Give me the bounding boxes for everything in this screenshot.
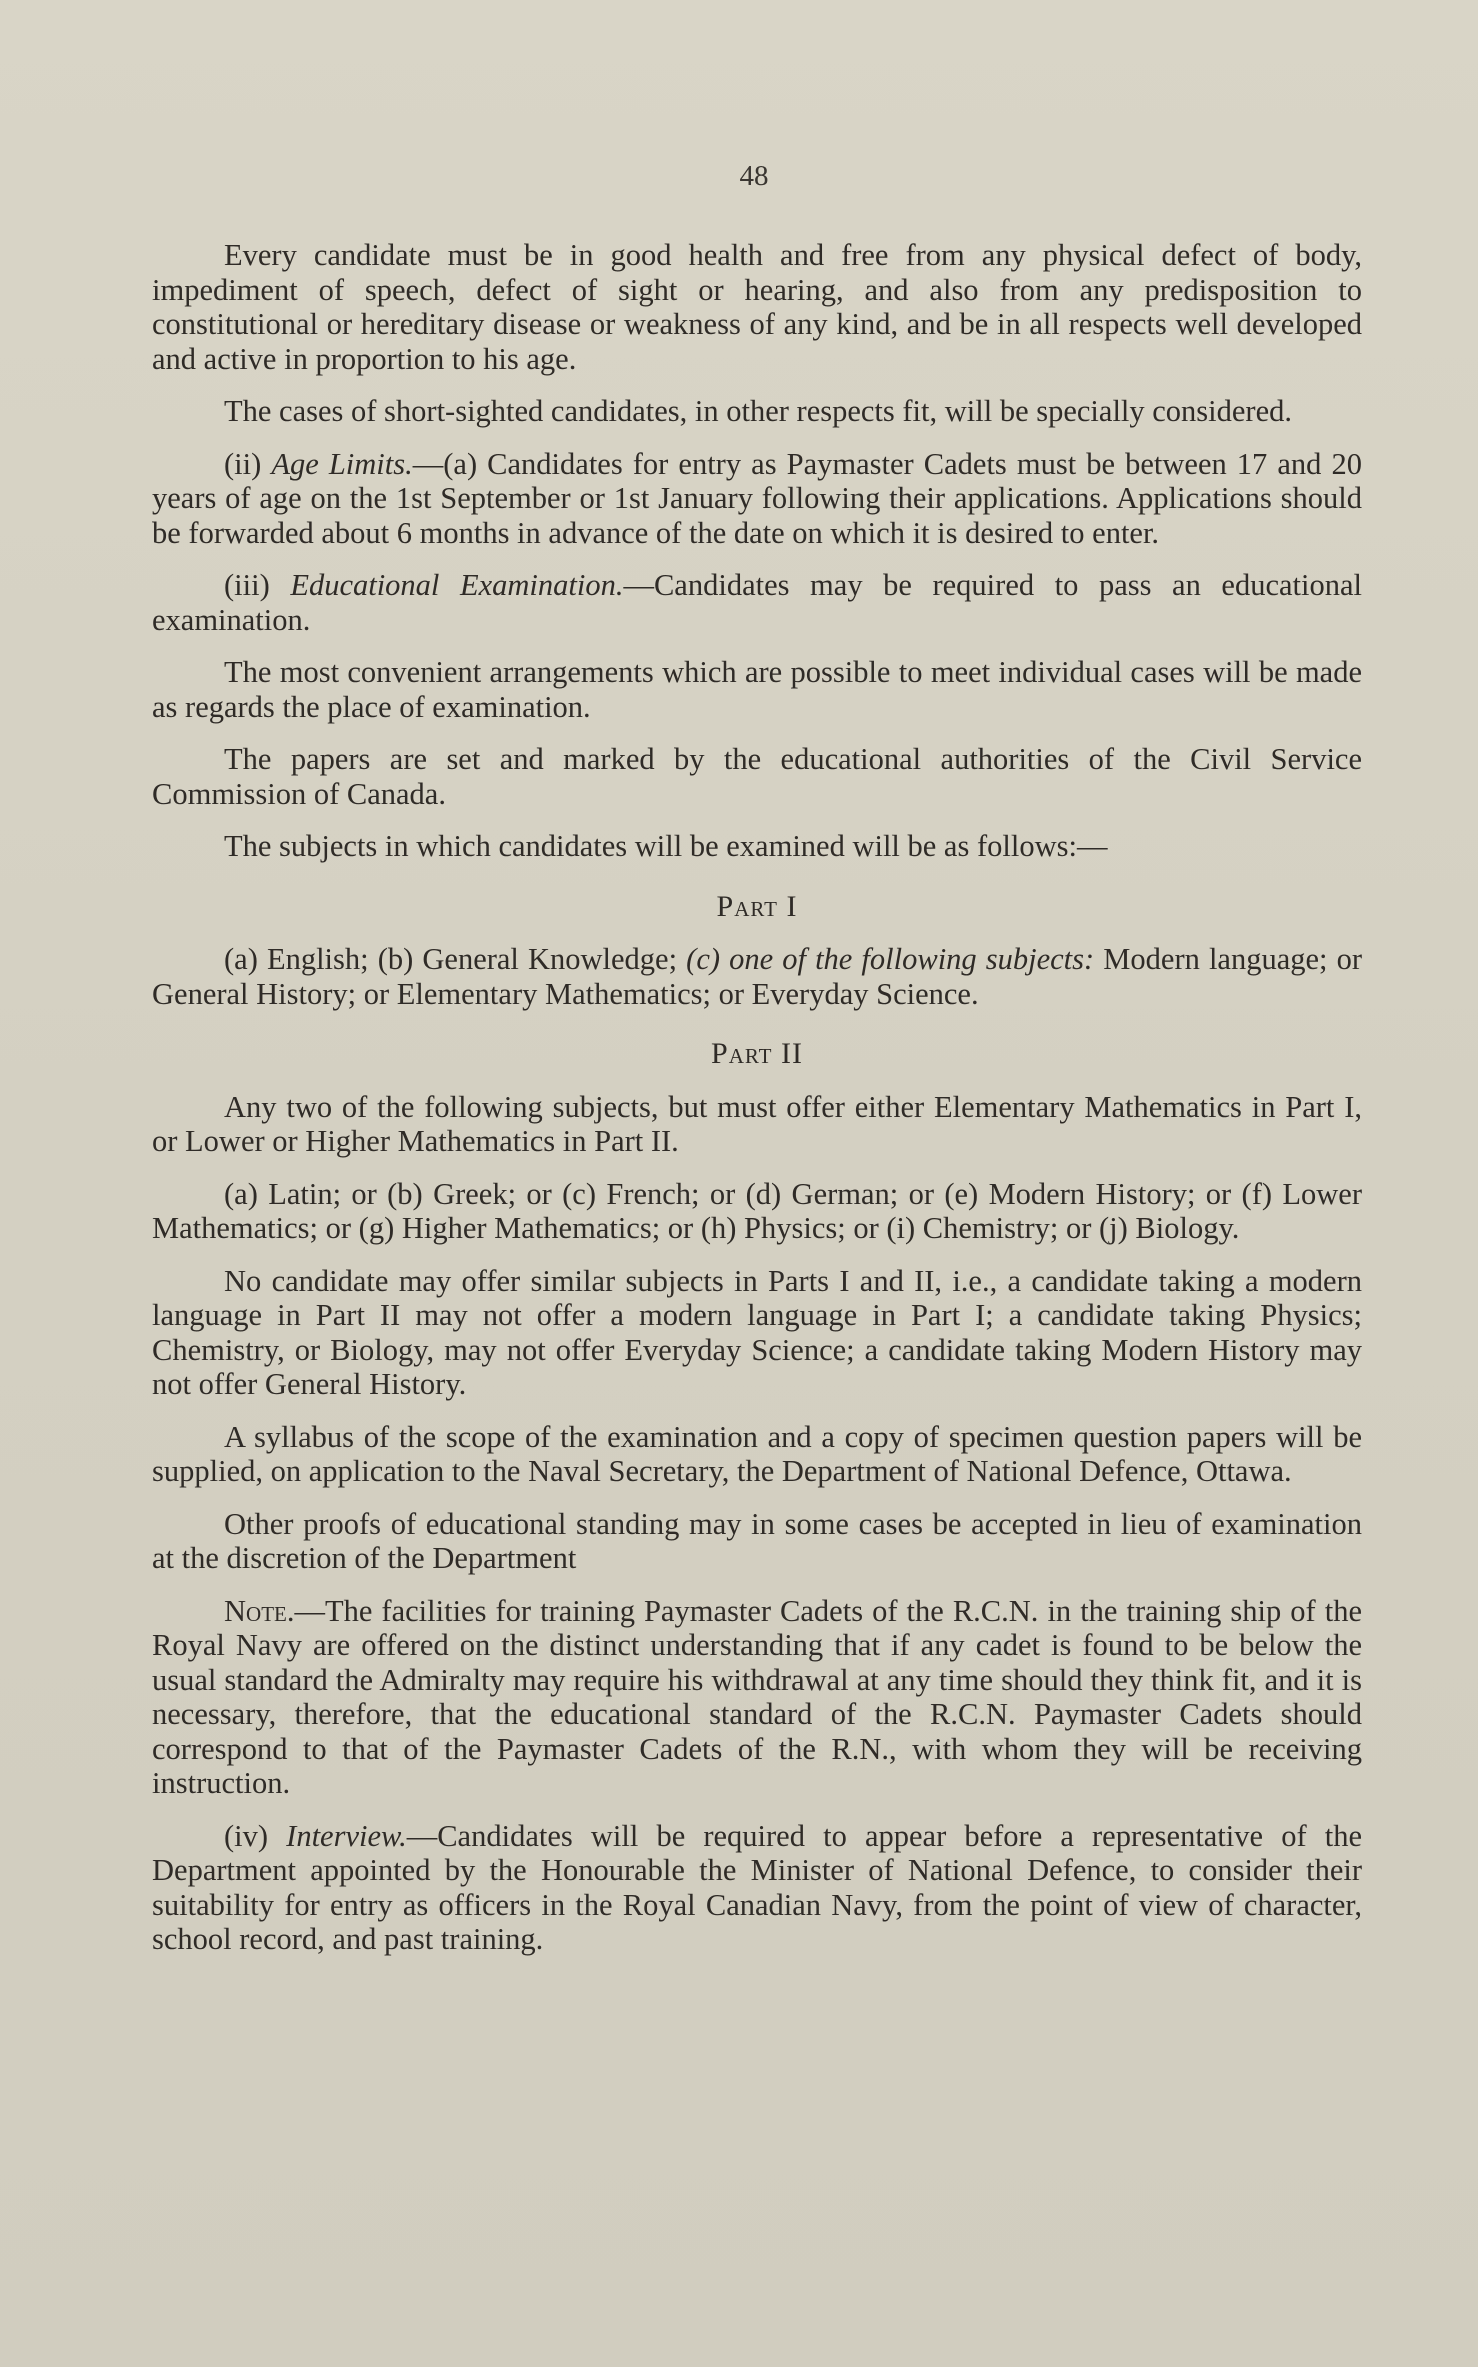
paragraph-part-2-intro: Any two of the following subjects, but must offer either Elementary Mathematics in Part I, or Lower or Higher Mathematics in Part II. <box>152 1089 1362 1158</box>
paragraph-part-1-subjects <box>152 942 1362 1011</box>
part-1-subjects-a: (a) English; (b) General Knowledge; <box>224 942 687 976</box>
part-1-subjects-choice: (c) one of the following subjects: <box>686 942 1095 976</box>
page-number: 48 <box>739 160 769 192</box>
paragraph-subjects-intro: The subjects in which candidates will be examined will be as follows:— <box>224 829 1108 863</box>
section-number: (iii) <box>224 568 291 602</box>
paragraph-papers: The papers are set and marked by the educational authorities of the Civil Service Commission of Canada. <box>152 742 1362 811</box>
paragraph-similar-subjects: No candidate may offer similar subjects in Parts I and II, i.e., a candidate taking a modern language in Part II may not offer a modern language in Part I; a candidate taking Physics; Chemistry, or Biology, may not offer Everyday Science; a candidate taking Modern History may not offer General History. <box>152 1263 1362 1401</box>
paragraph-interview <box>152 1819 1362 1957</box>
paragraph-other-proofs: Other proofs of educational standing may in some cases be accepted in lieu of examination at the discretion of the Department <box>152 1506 1362 1575</box>
section-title-interview: Interview. <box>286 1818 407 1853</box>
heading-part-2: Part II <box>711 1037 803 1070</box>
paragraph-note <box>152 1594 1362 1801</box>
paragraph-part-2-subjects: (a) Latin; or (b) Greek; or (c) French; or (d) German; or (e) Modern History; or (f) Lower Mathematics; or (g) Higher Mathematics; or (h) Physics; or (i) Chemistry; or (j) Biology. <box>152 1176 1362 1245</box>
section-title-educational-examination: Educational Examination. <box>290 568 624 602</box>
section-text: —Candidates may be required to pass an educational examination. <box>152 568 1362 637</box>
section-text: —(a) Candidates for entry as Paymaster Cadets must be between 17 and 20 years of age on the 1st September or 1st January following their applications. Applications should be forwarded about 6 months in advance of the date on which it is desired to enter. <box>152 446 1362 550</box>
section-number: (ii) <box>224 446 272 481</box>
part-1-subjects-b: Modern language; or General History; or Elementary Mathematics; or Everyday Science. <box>152 942 1363 1011</box>
note-label: Note. <box>224 1593 295 1628</box>
section-title-age-limits: Age Limits. <box>271 446 413 481</box>
paragraph-syllabus: A syllabus of the scope of the examination and a copy of specimen question papers will be supplied, on application to the Naval Secretary, the Department of National Defence, Ottawa. <box>152 1419 1362 1488</box>
paragraph-arrangements: The most convenient arrangements which are possible to meet individual cases will be made as regards the place of examination. <box>152 655 1362 724</box>
section-text: —Candidates will be required to appear before a representative of the Department appointed by the Honourable the Minister of National Defence, to consider their suitability for entry as officers in the Royal Canadian Navy, from the point of view of character, school record, and past training. <box>152 1818 1362 1956</box>
note-text: —The facilities for training Paymaster Cadets of the R.C.N. in the training ship of the Royal Navy are offered on the distinct understanding that if any cadet is found to be below the usual standard the Admiralty may require his withdrawal at any time should they think fit, and it is necessary, therefore, that the educational standard of the R.C.N. Paymaster Cadets should correspond to that of the Paymaster Cadets of the R.N., with whom they will be receiving instruction. <box>152 1593 1362 1800</box>
paragraph-short-sighted: The cases of short-sighted candidates, in other respects fit, will be specially considered. <box>224 394 1293 428</box>
paragraph-health: Every candidate must be in good health and free from any physical defect of body, impediment of speech, defect of sight or hearing, and also from any predisposition to constitutional or hereditary disease or weakness of any kind, and be in all respects well developed and active in proportion to his age. <box>152 238 1362 376</box>
paragraph-age-limits <box>152 447 1362 551</box>
document-body <box>152 238 1362 1975</box>
section-number: (iv) <box>224 1818 287 1853</box>
heading-part-1: Part I <box>716 889 798 923</box>
paragraph-educational-examination <box>152 568 1362 637</box>
